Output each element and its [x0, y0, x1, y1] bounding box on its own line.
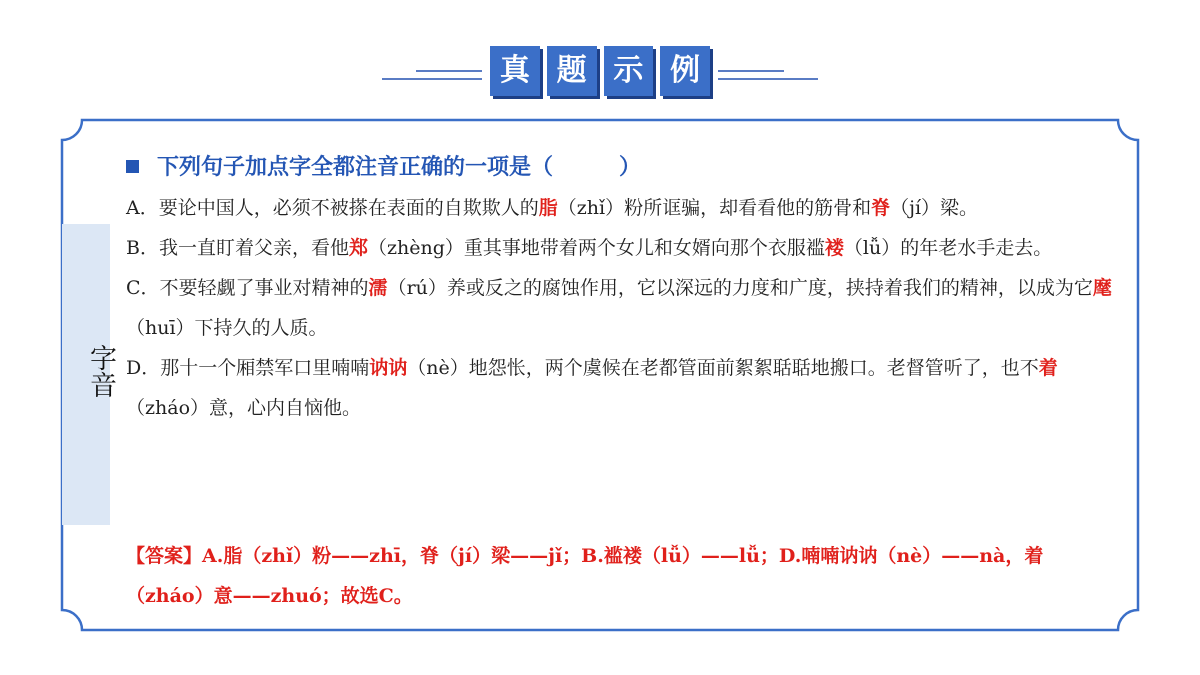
- option-text: C．不要轻觑了事业对精神的: [126, 277, 369, 299]
- option-text: （lǚ）的年老水手走去。: [843, 237, 1053, 259]
- side-tab: [62, 224, 116, 525]
- highlighted-char: 濡: [368, 277, 388, 299]
- option-text: （zháo）意，心内自恼他。: [126, 397, 362, 419]
- highlighted-char: 褛: [824, 237, 844, 259]
- highlighted-char: 脊: [871, 197, 891, 219]
- option-a: [126, 188, 1116, 228]
- question-text: 下列句子加点字全都注音正确的一项是（ ）: [157, 155, 642, 180]
- side-tab-label: 字音: [85, 344, 116, 398]
- option-text: （zhèng）重其事地带着两个女儿和女婿向那个衣服褴: [367, 237, 825, 259]
- option-text: （nè）地怨怅，两个虞候在老都管面前絮絮聒聒地搬口。老督管听了，也不: [407, 357, 1039, 379]
- option-text: （huī）下持久的人质。: [126, 317, 328, 339]
- option-d: [126, 348, 1116, 428]
- title-decoration-left: [382, 70, 482, 80]
- option-text: （rú）养或反之的腐蚀作用，它以深远的力度和广度，挟持着我们的精神，以成为它: [387, 277, 1093, 299]
- highlighted-char: 脂: [538, 197, 558, 219]
- question-content: [126, 148, 1116, 428]
- title-banner: [0, 46, 1200, 106]
- highlighted-char: 麾: [1092, 277, 1112, 299]
- option-text: B．我一直盯着父亲，看他: [126, 237, 349, 259]
- highlighted-char: 着: [1038, 357, 1058, 379]
- option-text: D．那十一个厢禁军口里喃喃: [126, 357, 370, 379]
- title-char: 例: [660, 46, 710, 96]
- title-char: 真: [490, 46, 540, 96]
- option-b: [126, 228, 1116, 268]
- option-text: （jí）梁。: [890, 197, 979, 219]
- question-stem: [126, 148, 1116, 188]
- page-title: [490, 46, 710, 102]
- highlighted-char: 讷讷: [369, 357, 408, 379]
- highlighted-char: 郑: [348, 237, 368, 259]
- square-bullet-icon: [126, 160, 139, 173]
- title-char: 示: [604, 46, 654, 96]
- option-text: A．要论中国人，必须不被搽在表面的自欺欺人的: [126, 197, 539, 219]
- title-char: 题: [547, 46, 597, 96]
- option-c: [126, 268, 1116, 348]
- answer-text: 【答案】A.脂（zhǐ）粉——zhī，脊（jí）梁——jǐ；B.褴褛（lǚ）——lǚ；D.喃喃讷讷（nè）——nà，着（zháo）意——zhuó；故选C。: [126, 545, 1044, 607]
- title-decoration-right: [718, 70, 818, 80]
- option-text: （zhǐ）粉所诓骗，却看看他的筋骨和: [557, 197, 872, 219]
